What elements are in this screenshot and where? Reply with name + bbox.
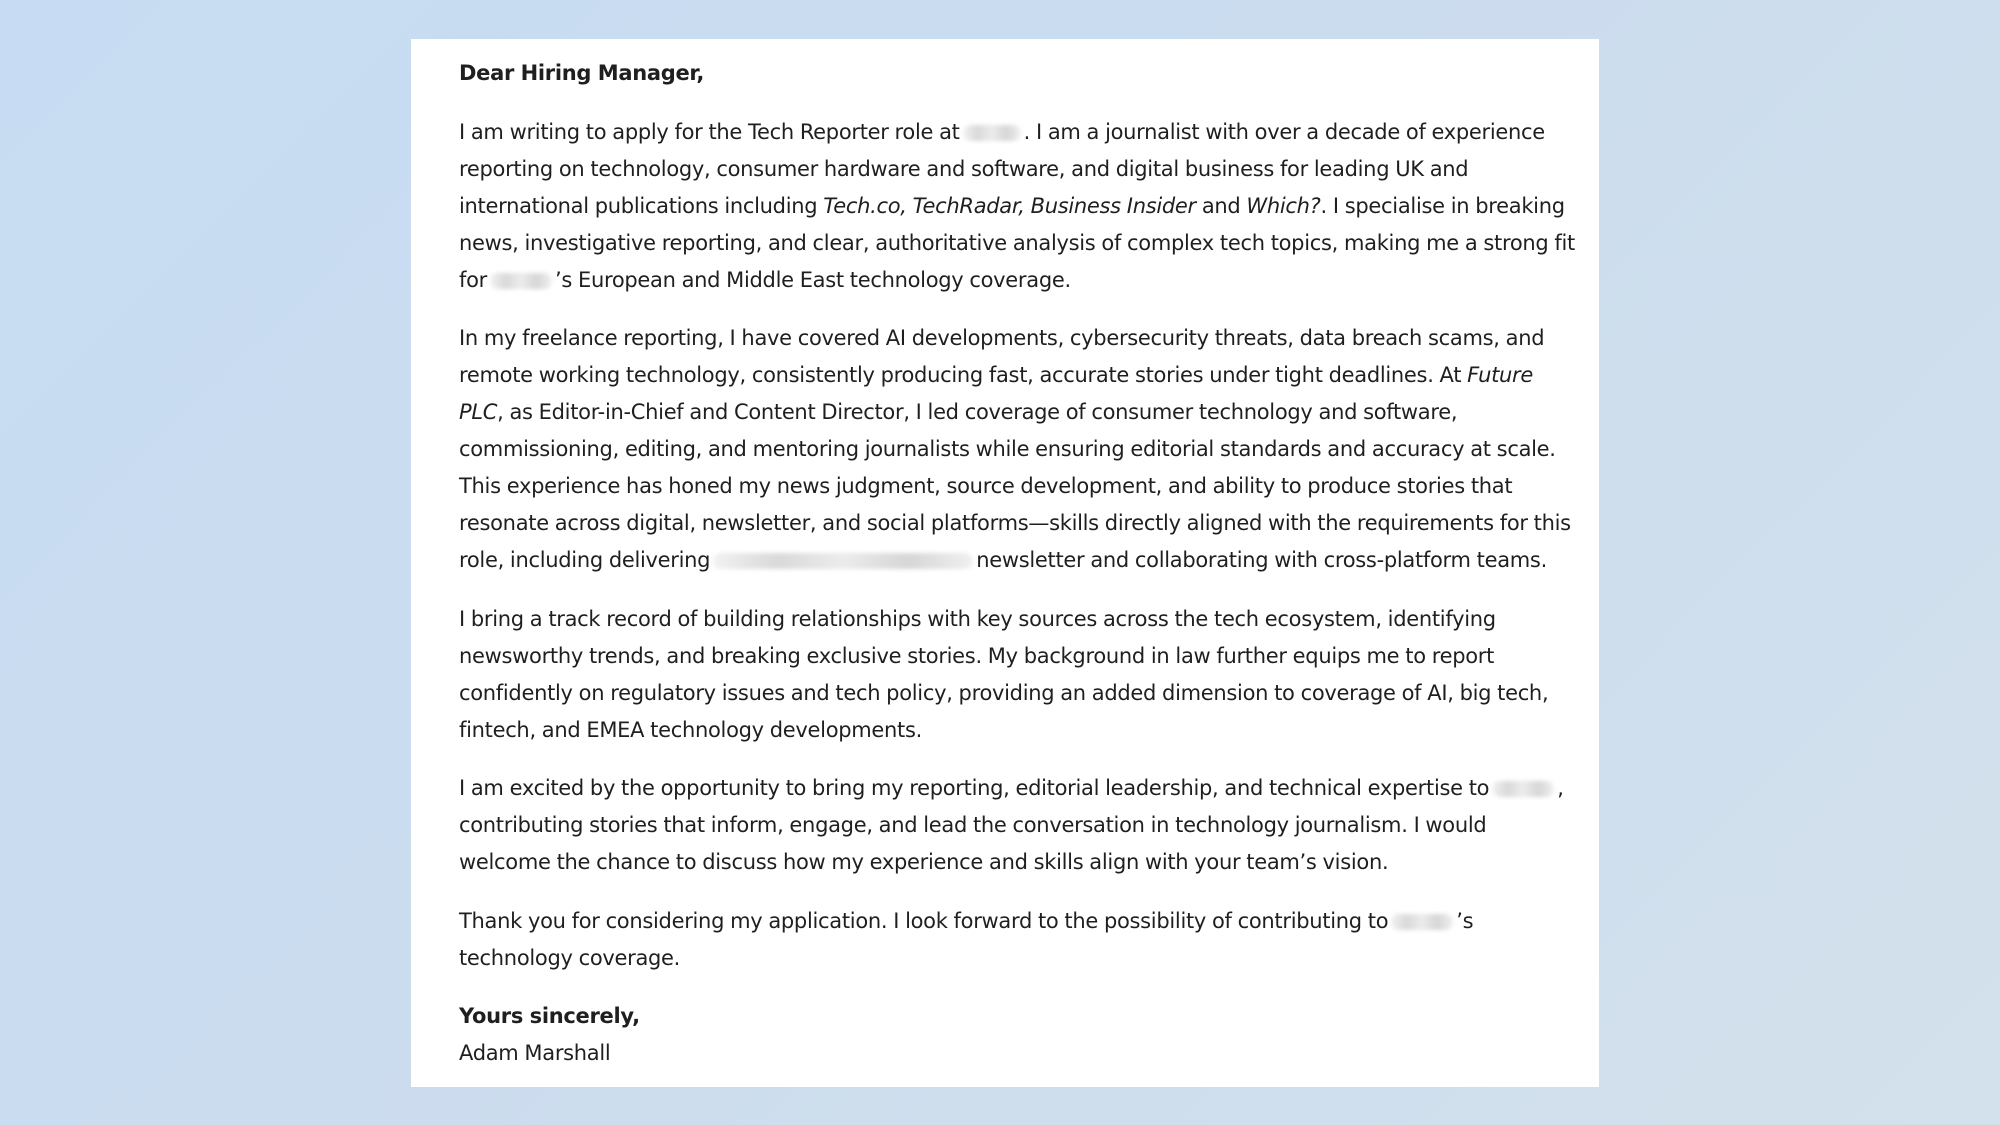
signature-name: Adam Marshall [459, 1041, 611, 1065]
text-segment: for [459, 267, 487, 292]
text-line: In my freelance reporting, I have covered AI developments, cybersecurity threats, data breach scams, and [459, 326, 1545, 350]
paragraph-motivation [459, 770, 1589, 881]
text-segment: I am excited by the opportunity to bring my reporting, editorial leadership, and technical expertise to [459, 776, 1490, 800]
text-line [459, 357, 1589, 394]
text-segment: and [1195, 193, 1247, 218]
redacted-company-name [490, 273, 552, 289]
text-line: news, investigative reporting, and clear, authoritative analysis of complex tech topics, making me a strong fit [459, 230, 1575, 255]
text-line [459, 770, 1589, 807]
company-name: Future [1467, 363, 1533, 387]
text-segment: . I specialise in breaking [1320, 193, 1565, 218]
text-line: I bring a track record of building relationships with key sources across the tech ecosystem, identifying [459, 606, 1496, 631]
paragraph-sources [459, 601, 1589, 749]
text-segment: I am writing to apply for the Tech Reporter role at [459, 119, 960, 144]
cover-letter-card [411, 39, 1599, 1087]
company-name: PLC [459, 400, 498, 424]
text-segment: newsletter and collaborating with cross-platform teams. [976, 548, 1547, 572]
redacted-company-name [1492, 781, 1554, 797]
text-line: confidently on regulatory issues and tech policy, providing an added dimension to coverage of AI, big tech, [459, 680, 1549, 705]
text-line: contributing stories that inform, engage, and lead the conversation in technology journalism. I would [459, 813, 1487, 837]
text-line: reporting on technology, consumer hardware and software, and digital business for leading UK and [459, 156, 1469, 181]
text-segment: remote working technology, consistently producing fast, accurate stories under tight deadlines. At [459, 363, 1468, 387]
text-segment: , [1557, 776, 1564, 800]
text-line: resonate across digital, newsletter, and social platforms—skills directly aligned with the requirements for this [459, 511, 1571, 535]
text-line [459, 114, 1589, 151]
paragraph-experience [459, 320, 1589, 579]
text-line: technology coverage. [459, 945, 681, 970]
text-segment: Thank you for considering my application. I look forward to the possibility of contributing to [459, 908, 1389, 933]
publication-names: Tech.co, TechRadar, Business Insider [823, 193, 1196, 218]
text-line: newsworthy trends, and breaking exclusive stories. My background in law further equips me to report [459, 643, 1495, 668]
text-line: commissioning, editing, and mentoring journalists while ensuring editorial standards and accuracy at scale. [459, 437, 1556, 461]
text-segment: ’s European and Middle East technology coverage. [554, 267, 1071, 292]
text-line: fintech, and EMEA technology developments. [459, 717, 923, 742]
letter-greeting: Dear Hiring Manager, [459, 61, 705, 85]
letter-closing: Yours sincerely, [459, 1004, 640, 1028]
text-line [459, 188, 1589, 225]
publication-name: Which? [1246, 193, 1321, 218]
cover-letter-text [459, 55, 1589, 1072]
signature-block [459, 998, 1589, 1072]
text-segment: international publications including [459, 193, 824, 218]
text-segment: role, including delivering [459, 548, 711, 572]
text-line [459, 903, 1589, 940]
paragraph-intro [459, 114, 1589, 299]
text-segment: , as Editor-in-Chief and Content Director, I led coverage of consumer technology and software, [497, 400, 1458, 424]
text-segment: ’s [1456, 908, 1474, 933]
text-line: This experience has honed my news judgment, source development, and ability to produce stories that [459, 474, 1513, 498]
text-segment: . I am a journalist with over a decade of experience [1023, 119, 1545, 144]
paragraph-thanks [459, 903, 1589, 977]
text-line [459, 542, 1589, 579]
text-line [459, 394, 1589, 431]
redacted-company-name [963, 125, 1021, 141]
redacted-newsletter-name [713, 553, 973, 569]
text-line: welcome the chance to discuss how my experience and skills align with your team’s vision. [459, 850, 1389, 874]
redacted-company-name [1391, 914, 1453, 930]
text-line [459, 262, 1589, 299]
